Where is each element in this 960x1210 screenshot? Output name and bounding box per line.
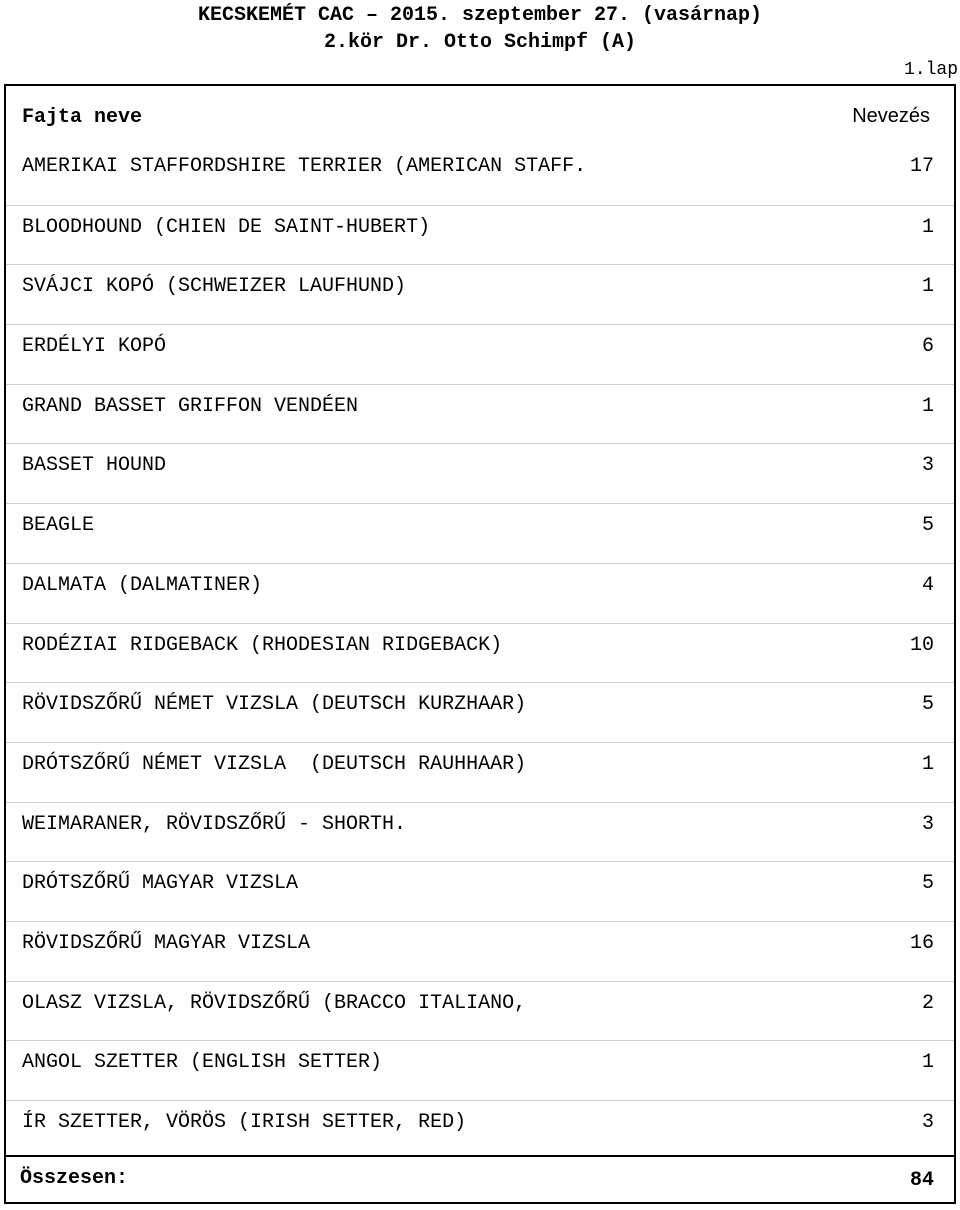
entry-count: 17 — [909, 155, 934, 178]
table-row — [6, 264, 954, 324]
breed-name: ANGOL SZETTER (ENGLISH SETTER) — [22, 1051, 383, 1075]
table-row — [6, 503, 954, 563]
breed-name: RODÉZIAI RIDGEBACK (RHODESIAN RIDGEBACK) — [22, 633, 503, 657]
document-title: KECSKEMÉT CAC – 2015. szeptember 27. (vasárnap) — [197, 4, 763, 27]
breed-name: SVÁJCI KOPÓ (SCHWEIZER LAUFHUND) — [22, 275, 407, 299]
entry-count: 1 — [921, 394, 934, 418]
entry-count: 4 — [921, 573, 934, 597]
table-row — [6, 802, 954, 862]
table-row — [6, 1040, 954, 1100]
entry-count: 3 — [921, 812, 934, 836]
table-row — [6, 981, 954, 1041]
breed-name: OLASZ VIZSLA, RÖVIDSZŐRŰ (BRACCO ITALIANO, — [22, 991, 527, 1015]
table-row — [6, 145, 954, 205]
page-number: 1.lap — [903, 60, 958, 80]
breed-name: ERDÉLYI KOPÓ — [22, 335, 167, 359]
column-header-breed: Fajta neve — [22, 106, 143, 129]
breed-name: GRAND BASSET GRIFFON VENDÉEN — [22, 394, 359, 418]
total-label: Összesen: — [20, 1167, 129, 1190]
breed-name: ÍR SZETTER, VÖRÖS (IRISH SETTER, RED) — [22, 1111, 467, 1134]
breed-entries-table — [4, 84, 956, 1204]
entry-count: 16 — [909, 931, 934, 955]
table-row — [6, 861, 954, 921]
entry-count: 5 — [921, 693, 934, 717]
document-subtitle: 2.kör Dr. Otto Schimpf (A) — [323, 31, 637, 54]
table-row — [6, 623, 954, 683]
total-value: 84 — [909, 1169, 934, 1192]
breed-name: DRÓTSZŐRŰ NÉMET VIZSLA (DEUTSCH RAUHHAAR) — [22, 752, 527, 776]
entry-count: 1 — [921, 1051, 934, 1075]
entry-count: 3 — [921, 454, 934, 478]
entry-count: 1 — [921, 752, 934, 776]
table-row — [6, 443, 954, 503]
table-row — [6, 682, 954, 742]
breed-name: DRÓTSZŐRŰ MAGYAR VIZSLA — [22, 872, 299, 896]
table-row — [6, 921, 954, 981]
entry-count: 1 — [921, 275, 934, 299]
entry-count: 5 — [921, 872, 934, 896]
entry-count: 6 — [921, 335, 934, 359]
entry-count: 3 — [921, 1111, 934, 1134]
entry-count: 1 — [921, 215, 934, 239]
entry-count: 2 — [921, 991, 934, 1015]
table-body — [6, 145, 954, 1160]
table-row — [6, 742, 954, 802]
breed-name: AMERIKAI STAFFORDSHIRE TERRIER (AMERICAN STAFF. — [22, 155, 587, 178]
table-header — [6, 86, 954, 145]
breed-name: BASSET HOUND — [22, 454, 167, 478]
breed-name: RÖVIDSZŐRŰ NÉMET VIZSLA (DEUTSCH KURZHAAR) — [22, 693, 527, 717]
entry-count: 10 — [909, 633, 934, 657]
table-row — [6, 324, 954, 384]
breed-name: DALMATA (DALMATINER) — [22, 573, 263, 597]
table-row — [6, 384, 954, 444]
breed-name: RÖVIDSZŐRŰ MAGYAR VIZSLA — [22, 931, 311, 955]
total-row — [6, 1155, 954, 1202]
table-row — [6, 563, 954, 623]
breed-name: BLOODHOUND (CHIEN DE SAINT-HUBERT) — [22, 215, 431, 239]
table-row — [6, 205, 954, 265]
breed-name: WEIMARANER, RÖVIDSZŐRŰ - SHORTH. — [22, 812, 407, 836]
breed-name: BEAGLE — [22, 514, 95, 538]
column-header-entries: Nevezés — [852, 105, 930, 127]
table-row — [6, 1100, 954, 1160]
entry-count: 5 — [921, 514, 934, 538]
